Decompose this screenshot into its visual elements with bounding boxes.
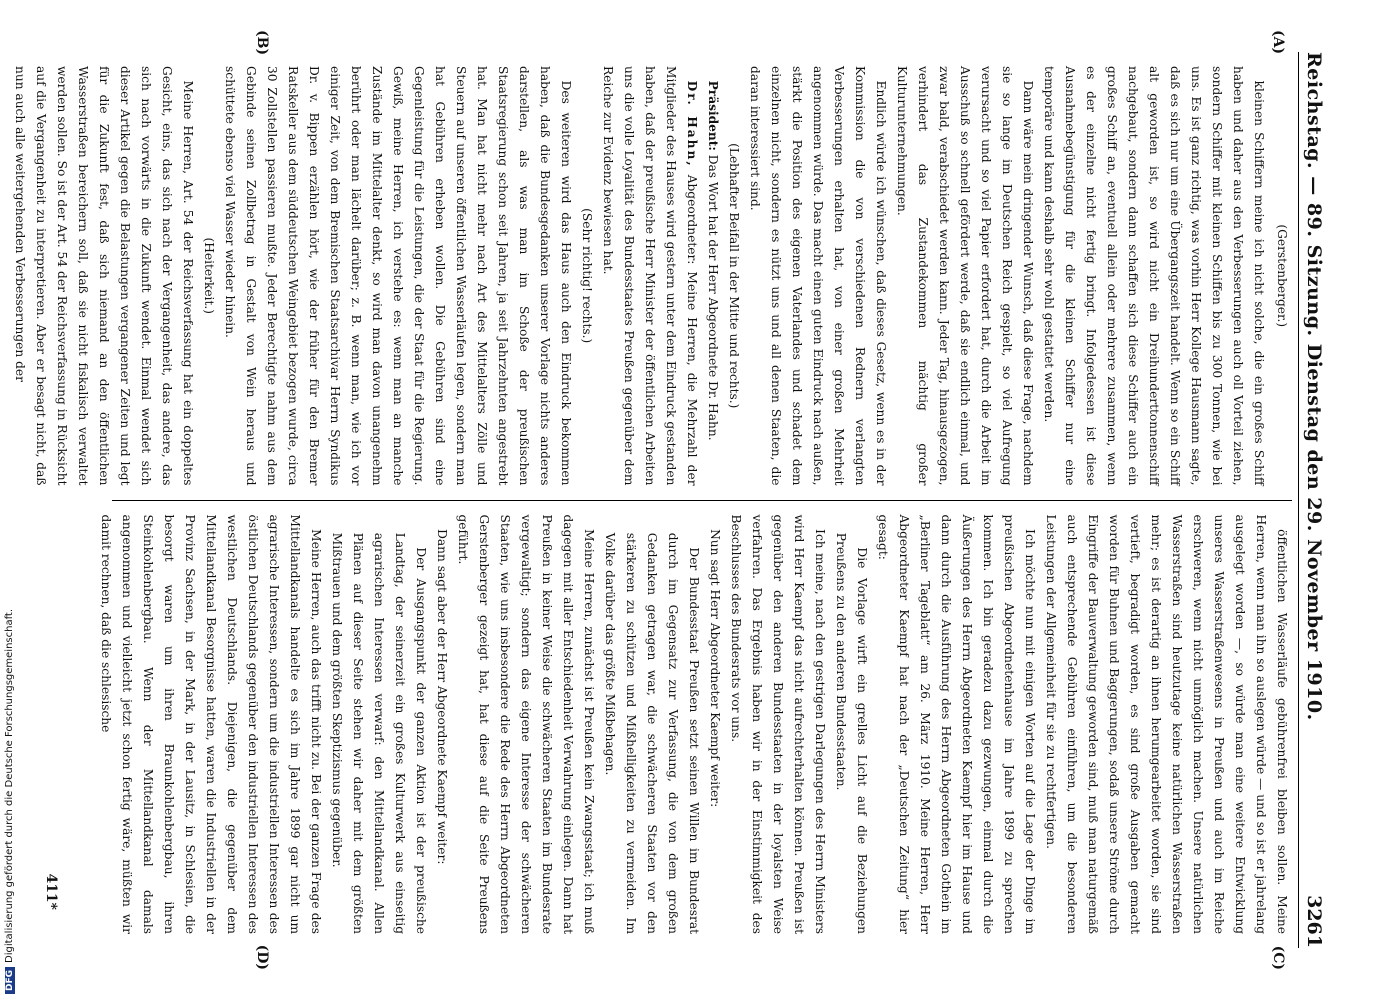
page-content	[12, 30, 1347, 970]
header-title: Reichstag. — 89. Sitzung. Dienstag den 29. November 1910.	[1302, 52, 1325, 721]
quote: Der Bundesstaat Preußen setzt seinen Willen im Bundesrat durch im Gegensatz zur Verfassung, die von dem großen Gedanken getragen war, die schwächeren Staaten vor den stärkeren zu schützen und Mißhelligkeiten zu vermeiden. Im Volke darüber das größte Mißbehagen.	[602, 532, 701, 934]
speaker-intro	[597, 66, 702, 486]
margin-mark-b: (B)	[253, 30, 270, 56]
paragraph: Endlich würde ich wünschen, daß dieses Gesetz, wenn es in der Kommission die von verschiedenen Rednern verlangten Verbesserungen erhalten hat, von einer großen Mehrheit angenommen würde. Das macht einen guten Eindruck nach außen, stärkt die Position des eigenen Vaterlandes und schadet dem einzelnen nicht, sondern es nützt uns und all denen Staaten, die daran interessiert sind.	[747, 66, 888, 486]
interjection: (Heiterkeit.)	[201, 237, 216, 314]
speaker-name: Dr. Hahn,	[684, 80, 699, 168]
scanned-page	[12, 30, 1347, 970]
paragraph: Dann sagt aber der Herr Abgeordnete Kaempf weiter:	[434, 529, 449, 865]
credit-text: Digitalisierung gefördert durch die Deutsche Forschungsgemeinschaft.	[4, 608, 15, 963]
interjection: (Lebhafter Beifall in der Mitte und rechts.)	[726, 143, 741, 409]
speaker-tag: (Gerstenberger.)	[1274, 224, 1289, 328]
paragraph: Ich meine, nach den gestrigen Darlegungen des Herrn Ministers wird Herr Kaempf das nicht aufrechterhalten können. Preußen ist gegenüber den anderen Bundesstaaten in der loyalsten Weise verfahren. Das Ergebnis haben wir in der Einstimmigkeit des Beschlusses des Bundesrats vor uns.	[728, 514, 827, 934]
quote: Der Ausgangspunkt der ganzen Aktion ist der preußische Landtag, der seinerzeit ein großes Kulturwerk aus einseitig agrarischen Interessen verwarf: den Mittellandkanal. Allen Plänen auf dieser Seite stehen wir daher mit dem größten Mißtrauen und dem größten Skeptizismus gegenüber.	[329, 532, 428, 934]
president-label: Präsident:	[705, 80, 720, 151]
paragraph: Nun sagt Herr Abgeordneter Kaempf weiter:	[707, 529, 722, 808]
page-header	[1298, 52, 1327, 948]
left-column	[12, 30, 1292, 501]
margin-mark-c: (C)	[1269, 945, 1286, 970]
president-paragraph	[702, 66, 723, 486]
paragraph: Meine Herren, zunächst ist Preußen kein Zwangsstaat; ich muß dagegen mit aller Entschiedenheit Verwahrung einlegen. Dann hat Preußen in keiner Weise die schwächeren Staaten im Bundesrate vergewaltigt; sondern das eigene Interesse der schwächeren Staaten, wie uns insbesondere die Rede des Herrn Abgeordneten Gerstenberger gezeigt hat, hat diese auf die Seite Preußens geführt.	[455, 514, 596, 934]
quote: Die Vorlage wirft ein grelles Licht auf die Beziehungen Preußens zu den anderen Bundesstaaten.	[833, 532, 869, 934]
interjection: (Sehr richtig! rechts.)	[579, 208, 594, 344]
page-number: 3261	[1302, 895, 1325, 948]
paragraph: Ich möchte nun mit einigen Worten auf die Lage der Dinge im preußischen Abgeordnetenhause im Jahre 1899 zu sprechen kommen. Ich bin geradezu dazu gezwungen, einmal durch die Äußerungen des Herrn Abgeordneten Kaempf hier im Hause und dann durch die Ausführung des Herrn Abgeordneten Gothein im „Berliner Tageblatt“ am 26. März 1910. Meine Herren, Herr Abgeordneter Kaempf hat nach der „Deutschen Zeitung“ hier gesagt:	[875, 514, 1037, 934]
paragraph: Meine Herren, Art. 54 der Reichsverfassung hat ein doppeltes Gesicht, eins, das sich nach der Vergangenheit, das andere, das sich nach vorwärts in die Zukunft wendet. Einmal wendet sich dieser Artikel gegen die Belastungen vergangener Zeiten und legt für die Zukunft fest, daß sich niemand an den öffentlichen Wasserstraßen bereichern soll, daß sie nicht fiskalisch verwaltet werden sollen. So ist der Art. 54 der Reichsverfassung in Rücksicht auf die Vergangenheit zu interpretieren. Aber er besagt nicht, daß nun auch alle weitergehenden Verbesserungen der	[12, 66, 195, 486]
margin-mark-a: (A)	[1269, 30, 1286, 55]
paragraph: Meine Herren, die Mehrzahl der Mitglieder des Hauses wird gestern unter dem Eindruck gestanden haben, daß der preußische Herr Minister der öffentlichen Arbeiten uns die volle Loyalität des Bundesstaates Preußen gegenüber dem Reiche zur Evidenz bewiesen hat.	[600, 66, 699, 486]
speaker-role: Abgeordneter:	[684, 174, 699, 265]
paragraph: Des weiteren wird das Haus auch den Eindruck bekommen haben, daß die Bundesgedanken unserer Vorlage nichts anderes darstellen, als was man im Schoße der preußischen Staatsregierung schon seit Jahren, ja seit Jahrzehnten angestrebt hat. Man hat nicht mehr nach Art des Mittelalters Zölle und Steuern auf unseren öffentlichen Wasserläufen legen, sondern man hat Gebühren erheben wollen. Die Gebühren sind eine Gegenleistung für die Leistungen, die der Staat für die Regierung. Gewiß, meine Herren, ich verstehe es: wenn man an manche Zustände im Mittelalter denkt, so wird man davon unangenehm berührt oder man lächelt darüber; z. B. wenn man, wie ich vor einiger Zeit, von dem Bremischen Staatsarchivar Herrn Syndikus Dr. v. Bippen erzählen hört, wie der früher für den Bremer Ratskeller aus dem süddeutschen Weingebiet bezogen wurde, circa 30 Zollstellen passieren mußte. Jeder Berechtigte nahm aus dem Gebinde seinen Zollbetrag in Gestalt von Wein heraus und schüttete ebenso viel Wasser wieder hinein.	[222, 66, 573, 486]
paragraph: öffentlichen Wasserläufe gebührenfrei bleiben sollen. Meine Herren, wenn man ihn so auslegen würde — und so ist er jahrelang ausgelegt worden —, so würde man eine weitere Entwicklung unseres Wasserstraßenwesens in Preußen und auch im Reiche erschweren, wenn nicht unmöglich machen. Unsere natürlichen Wasserstraßen sind heutzutage keine natürlichen Wasserstraßen mehr; es ist derartig an ihnen herumgearbeitet worden, sie sind vertieft, begradigt worden, es sind große Ausgaben gemacht worden für Buhnen und Baggerungen, sodaß unsere Ströme durch Eingriffe der Bauverwaltung geworden sind, muß man naturgemäß auch entsprechende Gebühren einführen, um die besonderen Leistungen der Allgemeinheit für sie zu rechtfertigen.	[1043, 514, 1289, 934]
dfg-logo: DFG	[5, 967, 15, 994]
right-column	[98, 501, 1292, 970]
paragraph: Meine Herren, auch das trifft nicht zu. Bei der ganzen Frage des Mittellandkanals handelte es sich im Jahre 1899 gar nicht um agrarische Interessen, sondern um die industriellen Interessen des östlichen Deutschlands gegenüber den industriellen Interessen des westlichen Deutschlands. Diejenigen, die gegenüber dem Mittellandkanal Besorgnisse hatten, waren die Industriellen in der Provinz Sachsen, in der Mark, in der Lausitz, in Schlesien, die besorgt waren um ihren Braunkohlenbergbau, ihren Steinkohlenbergbau. Wenn der Mittellandkanal damals angenommen und vielleicht jetzt schon fertig wäre, müßten wir damit rechnen, daß die schlesische	[98, 514, 323, 934]
paragraph: Dann wäre mein dringender Wunsch, daß diese Frage, nachdem sie so lange im Deutschen Reich gespielt, so viel Aufregung verursacht und so viel Papier erfordert hat, durch die Arbeit im Ausschuß so schnell gefördert werde, daß sie endlich einmal, und zwar bald, verabschiedet werden kann. Jeder Tag, hinausgezogen, verhindert das Zustandekommen mächtig großer Kulturunternehmungen.	[894, 66, 1035, 486]
paragraph: kleinen Schiffern meine ich nicht solche, die ein großes Schiff haben und daher aus den Verbesserungen auch oll Vorteil ziehen, sondern Schiffer mit kleinen Schiffen bis zu 300 Tonnen, wie bei uns. Es ist ganz richtig, was vorhin Herr Kollege Hausmann sagte, daß es sich nur um eine Übergangszeit handelt. Wenn so ein Schiff alt geworden ist, so wird nicht ein Dreihunderttonnenschiff nachgebaut, sondern dann schaffen sich diese Schiffer auch ein großes Schiff an, eventuell allein oder mehrere zusammen, wenn es der einzelne nicht fertig bringt. Infolgedessen ist diese Ausnahmebegünstigung für die kleinen Schiffer nur eine temporäre und kann deshalb sehr wohl gestattet werden.	[1041, 66, 1266, 486]
president-text: Das Wort hat der Herr Abgeordnete Dr. Hahn.	[705, 154, 720, 441]
digitization-credit	[4, 4, 18, 994]
margin-mark-d: (D)	[253, 944, 270, 970]
sheet-number: 411*	[42, 873, 59, 910]
